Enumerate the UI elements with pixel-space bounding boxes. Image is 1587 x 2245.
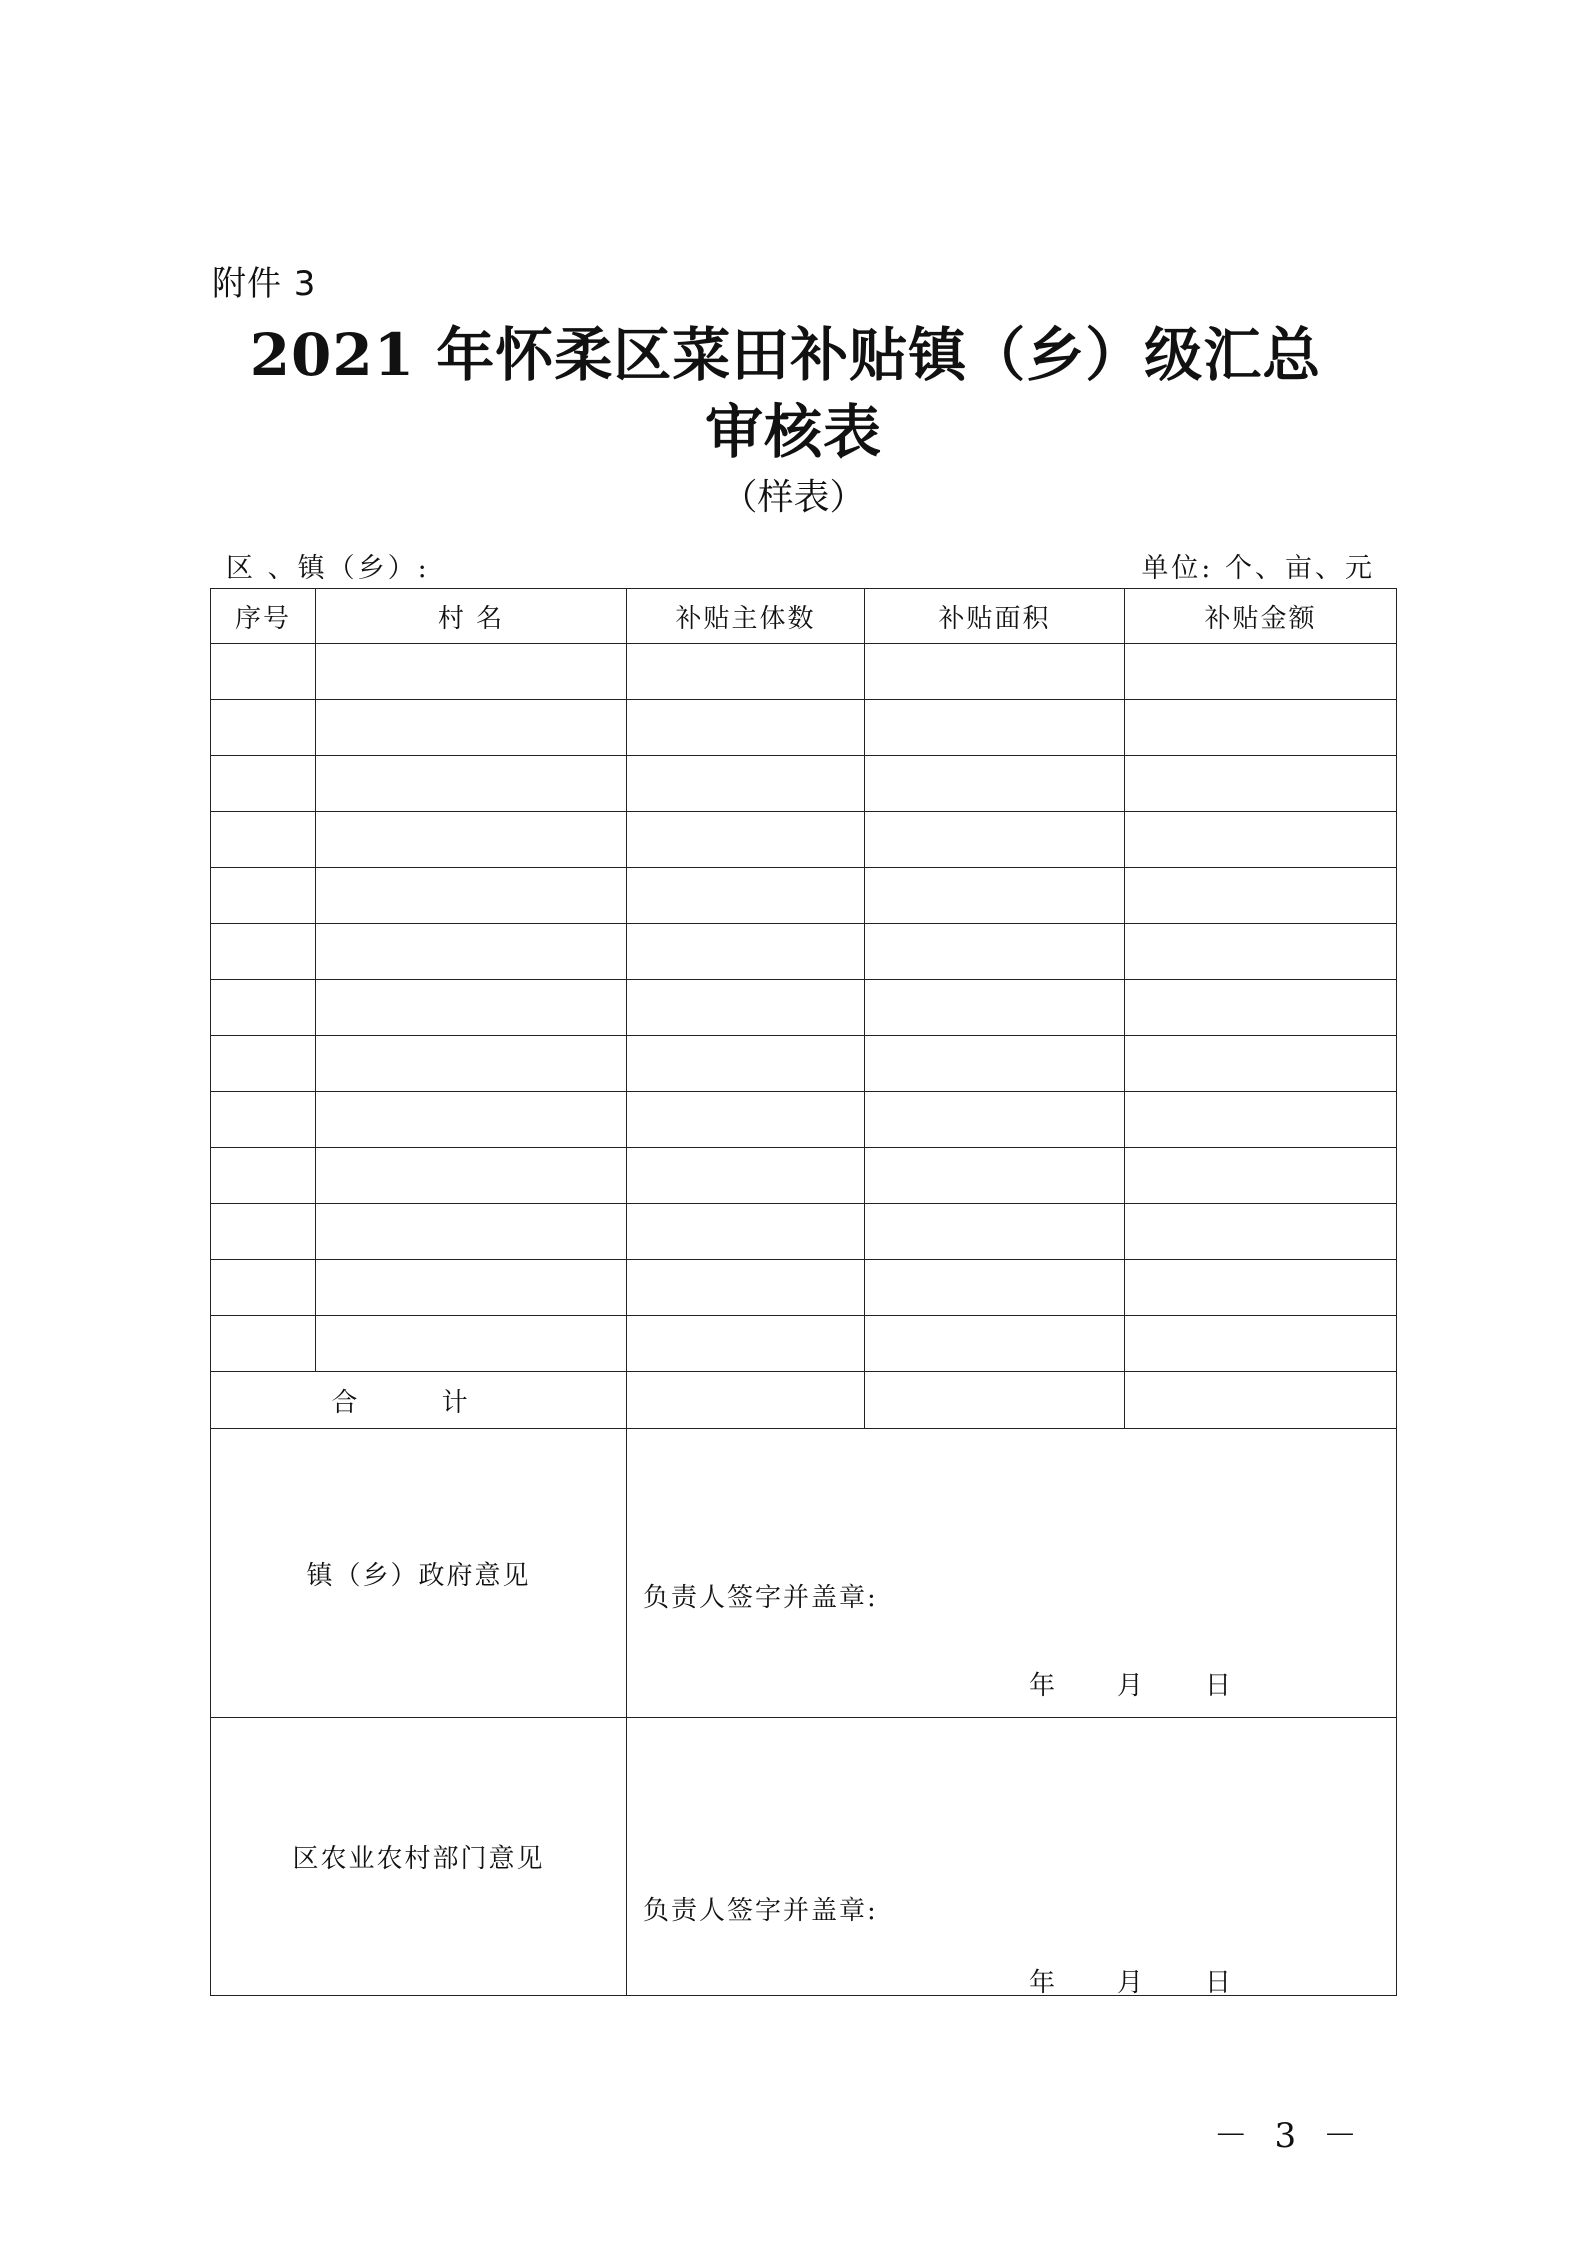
total-amount-cell[interactable] xyxy=(1125,1372,1397,1429)
table-row xyxy=(211,980,1397,1036)
entities-cell[interactable] xyxy=(627,868,865,924)
table-row xyxy=(211,1316,1397,1372)
entities-cell[interactable] xyxy=(627,980,865,1036)
village-name-cell[interactable] xyxy=(316,868,627,924)
header-serial: 序号 xyxy=(211,589,316,644)
table-row xyxy=(211,868,1397,924)
entities-cell[interactable] xyxy=(627,1204,865,1260)
entities-cell[interactable] xyxy=(627,1316,865,1372)
document-title-line2: 审核表 xyxy=(704,398,882,466)
district-opinion-row xyxy=(211,1718,1397,1996)
amount-cell[interactable] xyxy=(1125,1036,1397,1092)
serial-cell[interactable] xyxy=(211,812,316,868)
area-cell[interactable] xyxy=(865,1204,1125,1260)
entities-cell[interactable] xyxy=(627,924,865,980)
amount-cell[interactable] xyxy=(1125,1148,1397,1204)
table-row xyxy=(211,644,1397,700)
total-label: 合 计 xyxy=(211,1372,627,1429)
entities-cell[interactable] xyxy=(627,1260,865,1316)
area-cell[interactable] xyxy=(865,1036,1125,1092)
serial-cell[interactable] xyxy=(211,1316,316,1372)
township-opinion-cell[interactable] xyxy=(627,1429,1397,1718)
district-opinion-label: 区农业农村部门意见 xyxy=(211,1718,627,1996)
district-date-month: 月 xyxy=(1117,1968,1144,1998)
table-row xyxy=(211,1148,1397,1204)
entities-cell[interactable] xyxy=(627,700,865,756)
district-sign-label: 负责人签字并盖章: xyxy=(643,1896,878,1926)
township-date-year: 年 xyxy=(1029,1671,1056,1701)
township-date-month: 月 xyxy=(1117,1671,1144,1701)
entities-cell[interactable] xyxy=(627,812,865,868)
village-name-cell[interactable] xyxy=(316,1036,627,1092)
area-cell[interactable] xyxy=(865,644,1125,700)
serial-cell[interactable] xyxy=(211,756,316,812)
table-body xyxy=(211,644,1397,1996)
entities-cell[interactable] xyxy=(627,1036,865,1092)
village-name-cell[interactable] xyxy=(316,644,627,700)
village-name-cell[interactable] xyxy=(316,924,627,980)
district-date-year: 年 xyxy=(1029,1968,1056,1998)
amount-cell[interactable] xyxy=(1125,868,1397,924)
area-cell[interactable] xyxy=(865,980,1125,1036)
table-row xyxy=(211,1036,1397,1092)
amount-cell[interactable] xyxy=(1125,1260,1397,1316)
region-label: 区 、镇（乡）: xyxy=(226,553,430,584)
table-row xyxy=(211,756,1397,812)
unit-label: 单位: 个、亩、元 xyxy=(1141,553,1375,584)
amount-cell[interactable] xyxy=(1125,812,1397,868)
amount-cell[interactable] xyxy=(1125,644,1397,700)
village-name-cell[interactable] xyxy=(316,1204,627,1260)
entities-cell[interactable] xyxy=(627,1092,865,1148)
district-opinion-cell[interactable] xyxy=(627,1718,1397,1996)
entities-cell[interactable] xyxy=(627,644,865,700)
area-cell[interactable] xyxy=(865,924,1125,980)
serial-cell[interactable] xyxy=(211,1260,316,1316)
serial-cell[interactable] xyxy=(211,1148,316,1204)
village-name-cell[interactable] xyxy=(316,980,627,1036)
village-name-cell[interactable] xyxy=(316,756,627,812)
attachment-label: 附件 3 xyxy=(212,264,317,304)
serial-cell[interactable] xyxy=(211,868,316,924)
serial-cell[interactable] xyxy=(211,1036,316,1092)
document-subtitle: （样表） xyxy=(721,477,866,518)
document-title-line1: 2021 年怀柔区菜田补贴镇（乡）级汇总 xyxy=(249,321,1322,389)
serial-cell[interactable] xyxy=(211,644,316,700)
serial-cell[interactable] xyxy=(211,980,316,1036)
table-row xyxy=(211,1260,1397,1316)
village-name-cell[interactable] xyxy=(316,1092,627,1148)
village-name-cell[interactable] xyxy=(316,1316,627,1372)
area-cell[interactable] xyxy=(865,700,1125,756)
area-cell[interactable] xyxy=(865,1260,1125,1316)
area-cell[interactable] xyxy=(865,812,1125,868)
village-name-cell[interactable] xyxy=(316,700,627,756)
amount-cell[interactable] xyxy=(1125,924,1397,980)
amount-cell[interactable] xyxy=(1125,1316,1397,1372)
area-cell[interactable] xyxy=(865,868,1125,924)
township-opinion-label: 镇（乡）政府意见 xyxy=(211,1429,627,1718)
total-entities-cell[interactable] xyxy=(627,1372,865,1429)
header-subsidy-amount: 补贴金额 xyxy=(1125,589,1397,644)
area-cell[interactable] xyxy=(865,1316,1125,1372)
area-cell[interactable] xyxy=(865,1092,1125,1148)
serial-cell[interactable] xyxy=(211,700,316,756)
amount-cell[interactable] xyxy=(1125,980,1397,1036)
table-row xyxy=(211,700,1397,756)
village-name-cell[interactable] xyxy=(316,812,627,868)
area-cell[interactable] xyxy=(865,756,1125,812)
page-number: － 3 － xyxy=(1213,2116,1365,2156)
township-date-day: 日 xyxy=(1205,1671,1232,1701)
header-subsidy-entities: 补贴主体数 xyxy=(627,589,865,644)
entities-cell[interactable] xyxy=(627,1148,865,1204)
amount-cell[interactable] xyxy=(1125,756,1397,812)
header-subsidy-area: 补贴面积 xyxy=(865,589,1125,644)
audit-table xyxy=(210,588,1397,1996)
header-village-name: 村 名 xyxy=(316,589,627,644)
amount-cell[interactable] xyxy=(1125,1092,1397,1148)
district-date-day: 日 xyxy=(1205,1968,1232,1998)
table-row xyxy=(211,1092,1397,1148)
serial-cell[interactable] xyxy=(211,924,316,980)
total-row xyxy=(211,1372,1397,1429)
table-row xyxy=(211,812,1397,868)
township-sign-label: 负责人签字并盖章: xyxy=(643,1583,878,1613)
serial-cell[interactable] xyxy=(211,1204,316,1260)
table-row xyxy=(211,924,1397,980)
township-date xyxy=(1029,1665,1231,1702)
township-opinion-row xyxy=(211,1429,1397,1718)
table-header-row xyxy=(211,589,1397,644)
area-cell[interactable] xyxy=(865,1148,1125,1204)
district-date xyxy=(1029,1962,1231,1999)
village-name-cell[interactable] xyxy=(316,1148,627,1204)
amount-cell[interactable] xyxy=(1125,700,1397,756)
serial-cell[interactable] xyxy=(211,1092,316,1148)
village-name-cell[interactable] xyxy=(316,1260,627,1316)
entities-cell[interactable] xyxy=(627,756,865,812)
total-area-cell[interactable] xyxy=(865,1372,1125,1429)
table-row xyxy=(211,1204,1397,1260)
amount-cell[interactable] xyxy=(1125,1204,1397,1260)
